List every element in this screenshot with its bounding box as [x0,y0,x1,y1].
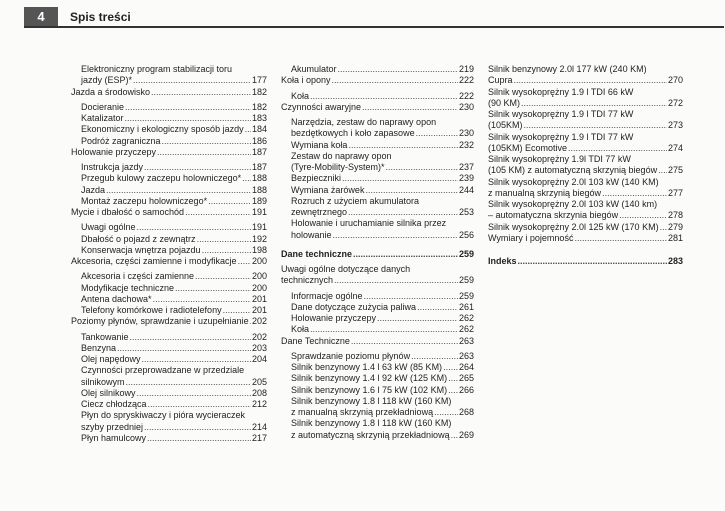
toc-entry-label: Akcesoria, części zamienne i modyfikacje [71,256,237,266]
toc-entry-label: Silnik benzynowy 1.6 l 75 kW (102 KM) [291,384,448,395]
toc-section[interactable] [281,249,474,260]
toc-subentry[interactable] [71,283,267,294]
toc-entry-label: silnikowym [81,376,125,387]
toc-page-number: 205 [251,376,267,387]
dot-leader [574,233,667,244]
dot-leader [518,256,667,267]
toc-page-number: 264 [458,362,474,372]
toc-entry-label: (90 KM) [488,97,521,108]
toc-page-number: 259 [458,290,474,301]
dot-leader [175,283,251,294]
toc-entry-text: Płyn do spryskiwaczy i pióra wycieraczek [81,410,246,421]
toc-entry-text: Silnik benzynowy 1.8 l 118 kW (160 KM) [291,418,452,429]
dot-leader [602,188,667,199]
toc-subentry[interactable] [281,162,474,173]
toc-page-number: 281 [667,232,683,243]
toc-entry-text: Czynności przeprowadzane w przedziale [81,365,245,376]
dot-leader [142,354,251,365]
toc-subentry[interactable] [71,185,267,196]
toc-subentry[interactable] [281,324,474,335]
toc-entry-label: Docieranie [81,101,125,112]
toc-entry-label: Indeks [488,256,517,266]
toc-entry-label: Poziomy płynów, sprawdzanie i uzupełnianie [71,316,249,327]
toc-entry-label: Płyn hamulcowy [81,432,147,443]
toc-page-number: 217 [251,432,267,443]
toc-subentry[interactable] [281,362,474,373]
toc-page-number: 187 [251,162,267,172]
toc-entry-label: Przegub kulowy zaczepu holowniczego* [81,173,242,184]
toc-subentry[interactable] [281,185,474,196]
toc-entry-label: Konserwacja wnętrza pojazdu [81,244,201,255]
toc-entry-text: Silnik wysokoprężny 1.9 l TDI 66 kW [488,86,634,97]
toc-section[interactable] [488,210,683,221]
dot-leader [658,165,667,176]
page-header [0,0,725,28]
toc-entry-label: Informacje ogólne [291,290,363,301]
toc-page-number: 279 [667,221,683,232]
dot-leader [386,162,458,173]
toc-subentry[interactable] [71,388,267,399]
toc-subentry[interactable] [281,230,474,241]
toc-entry-text: Uwagi ogólne dotyczące danych [281,264,411,274]
dot-leader [147,433,251,444]
toc-subentry[interactable] [71,196,267,207]
toc-column-3 [488,64,683,267]
dot-leader [619,210,667,221]
toc-page-number: 204 [251,354,267,364]
toc-entry-label: Benzyna [81,342,117,353]
toc-subentry[interactable] [281,407,474,418]
toc-page-number: 275 [667,165,683,176]
dot-leader [245,124,251,135]
toc-entry-label: Holowanie przyczepy [291,313,377,323]
dot-leader [310,324,458,335]
toc-entry-label: Wymiary i pojemność [488,232,574,243]
toc-entry-label: holowanie [291,229,332,240]
toc-page-number: 191 [251,222,267,233]
toc-subentry[interactable] [71,433,267,444]
toc-page-number: 214 [251,421,267,432]
toc-section[interactable] [281,75,474,86]
toc-page-number: 266 [458,384,474,395]
toc-page-number: 230 [458,128,474,139]
dot-leader [524,120,667,131]
toc-subentry[interactable] [281,373,474,384]
dot-leader [125,113,251,124]
toc-column-2 [281,64,474,441]
toc-entry-label: z manualną skrzynią biegów [488,187,602,198]
toc-page-number: 188 [251,173,267,184]
toc-entry-label: (Tyre-Mobility-System)* [291,162,385,172]
toc-page-number: 268 [458,407,474,417]
toc-page-number: 263 [458,335,474,346]
dot-leader [443,362,458,373]
toc-entry-label: Wymiana koła [291,139,348,150]
dot-leader [185,207,251,218]
toc-entry-label: (105KM) Ecomotive [488,142,568,153]
dot-leader [125,102,251,113]
dot-leader [223,305,251,316]
dot-leader [208,196,251,207]
toc-entry-label: – automatyczna skrzynia biegów [488,210,619,221]
toc-page-number: 272 [667,97,683,108]
toc-section[interactable] [488,120,683,131]
toc-entry-text: Silnik benzynowy 2.0l 177 kW (240 KM) [488,64,647,74]
dot-leader [157,147,251,158]
dot-leader [137,388,251,399]
toc-entry-label: Koła [291,324,310,335]
toc-subentry[interactable] [281,128,474,139]
toc-page-number: 187 [251,146,267,157]
toc-page-number: 262 [458,324,474,335]
toc-section[interactable] [488,75,683,86]
toc-page-number: 203 [251,342,267,353]
toc-entry-label: Dane dotyczące zużycia paliwa [291,301,417,312]
dot-leader [434,407,458,418]
toc-page-number: 273 [667,120,683,131]
toc-entry-label: jazdy (ESP)* [81,75,133,86]
dot-leader [332,75,458,86]
toc-entry-label: bezdętkowych i koło zapasowe [291,128,415,139]
toc-entry-label: Silnik benzynowy 1.4 l 63 kW (85 KM) [291,362,443,372]
dot-leader [151,87,251,98]
toc-section[interactable] [71,256,267,267]
toc-section[interactable] [488,98,683,109]
toc-entry-label: Koła i opony [281,75,331,86]
toc-entry-label: Akumulator [291,64,337,74]
toc-page-number: 259 [458,275,474,286]
toc-entry-label: Dane Techniczne [281,335,350,346]
toc-entry-label: (105 KM) z automatyczną skrzynią biegów [488,165,658,176]
toc-page-number: 200 [251,282,267,293]
toc-page-number: 270 [667,75,683,86]
dot-leader [250,316,251,327]
dot-leader [660,222,667,233]
toc-entry-label: Czynności awaryjne [281,101,362,112]
toc-entry-label: Podróż zagraniczna [81,135,161,146]
toc-entry-text: Elektroniczny program stabilizacji toru [81,64,233,74]
toc-page-number: 189 [251,195,267,206]
toc-entry-label: Silnik wysokoprężny 2.0l 125 kW (170 KM) [488,221,659,232]
toc-entry-label: Cupra [488,75,513,86]
dot-leader [197,234,251,245]
toc-page-number: 208 [251,387,267,398]
toc-subentry[interactable] [71,102,267,113]
dot-leader [202,245,251,256]
toc-section[interactable] [71,207,267,218]
toc-entry-label: Ciecz chłodząca [81,399,147,409]
toc-page-number: 259 [458,248,474,259]
toc-subentry[interactable] [71,377,267,388]
dot-leader [417,302,458,313]
toc-entry-label: Wymiana żarówek [291,184,365,195]
toc-entry-label: Bezpieczniki [291,173,342,184]
toc-entry-text: Silnik benzynowy 1.8 l 118 kW (160 KM) [291,395,452,406]
toc-page-number: 222 [458,90,474,101]
toc-page-number: 278 [667,210,683,221]
toc-page-number: 230 [458,101,474,112]
dot-leader [353,249,458,260]
toc-entry-label: z manualną skrzynią przekładniową [291,407,434,417]
toc-entry-text: Rozruch z użyciem akumulatora [291,195,420,206]
toc-entry-label: Jazda [81,184,106,195]
toc-page-number: 183 [251,113,267,123]
dot-leader [133,75,251,86]
toc-section[interactable] [71,147,267,158]
dot-leader [448,373,458,384]
toc-entry-label: Jazda a środowisko [71,86,151,97]
toc-subentry[interactable] [281,385,474,396]
toc-entry-label: szyby przedniej [81,421,144,432]
dot-leader [106,185,251,196]
toc-page-number: 232 [458,139,474,150]
toc-page-number: 184 [251,124,267,135]
header-rule [24,26,724,28]
toc-subentry[interactable] [71,173,267,184]
toc-section[interactable] [488,233,683,244]
toc-entry-label: Dbałość o pojazd z zewnątrz [81,233,196,244]
toc-entry-text: Silnik wysokoprężny 2.0l 103 kW (140 km) [488,199,658,209]
toc-subentry[interactable] [281,291,474,302]
toc-entry-text: Silnik wysokoprężny 1.9 l TDI 77 kW [488,109,634,119]
toc-subentry[interactable] [281,64,474,75]
toc-page-number: 201 [251,305,267,315]
toc-section[interactable] [281,336,474,347]
toc-page-number: 201 [251,293,267,304]
toc-page-number: 261 [458,301,474,312]
toc-page-number: 277 [667,187,683,198]
toc-section[interactable] [71,87,267,98]
dot-leader [144,162,251,173]
dot-leader [568,143,667,154]
toc-entry-label: zewnętrznego [291,207,348,217]
dot-leader [148,399,251,410]
toc-entry-label: Uwagi ogólne [81,222,136,233]
dot-leader [521,98,667,109]
dot-leader [153,294,251,305]
dot-leader [195,271,251,282]
toc-entry-text: Zestaw do naprawy opon [291,150,392,161]
toc-entry-label: Ekonomiczny i ekologiczny sposób jazdy [81,124,244,135]
toc-entry-label: Katalizator [81,113,124,123]
toc-entry-label: Akcesoria i części zamienne [81,271,195,282]
toc-page-number: 263 [458,350,474,361]
toc-page-number: 219 [458,64,474,74]
toc-page-number: 253 [458,207,474,217]
dot-leader [126,377,251,388]
dot-leader [514,75,667,86]
toc-entry-label: technicznych [281,275,334,286]
toc-entry-label: z automatyczną skrzynią przekładniową [291,429,450,440]
toc-entry-text: Holowanie i uruchamianie silnika przez [291,218,447,229]
toc-page-number: 192 [251,233,267,244]
toc-entry-label: Olej napędowy [81,354,141,364]
toc-subentry[interactable] [281,430,474,441]
toc-entry-label: Montaż zaczepu holowniczego* [81,195,208,206]
toc-section[interactable] [488,165,683,176]
toc-page-number: 182 [251,101,267,112]
toc-entry-text: Silnik wysokoprężny 1.9 l TDI 77 kW [488,131,634,142]
toc-subentry[interactable] [71,222,267,233]
toc-page-number: 200 [251,256,267,266]
toc-page-number: 283 [667,256,683,266]
dot-leader [342,173,458,184]
toc-section[interactable] [488,143,683,154]
dot-leader [362,102,458,113]
toc-subentry[interactable] [71,343,267,354]
dot-leader [365,185,458,196]
toc-page-number: 237 [458,162,474,172]
toc-entry-label: Dane techniczne [281,248,353,259]
toc-page-number: 274 [667,142,683,153]
toc-subentry[interactable] [281,313,474,324]
toc-entry-label: Telefony komórkowe i radiotelefony [81,305,222,315]
toc-page-number: 198 [251,244,267,255]
dot-leader [117,343,251,354]
toc-section[interactable] [488,188,683,199]
toc-subentry[interactable] [71,271,267,282]
dot-leader [130,332,251,343]
toc-entry-label: Olej silnikowy [81,387,136,398]
dot-leader [338,64,458,75]
toc-section[interactable] [71,316,267,327]
page-number: 4 [24,7,58,27]
dot-leader [451,430,458,441]
toc-column-1 [71,64,267,444]
toc-page-number: 212 [251,399,267,409]
dot-leader [411,351,458,362]
toc-subentry[interactable] [71,75,267,86]
toc-page-number: 244 [458,184,474,195]
dot-leader [238,256,251,267]
dot-leader [377,313,458,324]
toc-section[interactable] [488,222,683,233]
toc-page-number: 200 [251,271,267,282]
dot-leader [137,222,251,233]
toc-subentry[interactable] [71,422,267,433]
toc-entry-text: Silnik wysokoprężny 2.0l 103 kW (140 KM) [488,176,659,187]
toc-subentry[interactable] [71,305,267,316]
toc-page-number: 256 [458,229,474,240]
toc-subentry[interactable] [71,162,267,173]
toc-subentry[interactable] [71,136,267,147]
toc-page-number: 265 [458,373,474,384]
toc-subentry[interactable] [71,332,267,343]
toc-subentry[interactable] [281,140,474,151]
dot-leader [348,140,458,151]
toc-page-number: 239 [458,173,474,184]
toc-entry-label: Instrukcja jazdy [81,162,144,172]
toc-page-number: 202 [251,331,267,342]
toc-entry-label: Mycie i dbałość o samochód [71,207,185,217]
toc-entry-label: Sprawdzanie poziomu płynów [291,350,411,361]
toc-page-number: 202 [251,316,267,327]
dot-leader [348,207,458,218]
dot-leader [310,91,458,102]
toc-subentry[interactable] [281,302,474,313]
toc-subentry[interactable] [71,294,267,305]
toc-section[interactable] [281,275,474,286]
toc-subentry[interactable] [71,245,267,256]
dot-leader [333,230,458,241]
toc-entry-label: Antena dachowa* [81,293,152,304]
toc-entry-label: Modyfikacje techniczne [81,282,175,293]
toc-section[interactable] [488,256,683,267]
dot-leader [416,128,458,139]
toc-page-number: 182 [251,86,267,97]
toc-subentry[interactable] [281,91,474,102]
dot-leader [334,275,458,286]
toc-page-number: 269 [458,429,474,440]
toc-subentry[interactable] [281,173,474,184]
toc-entry-text: Silnik wysokoprężny 1.9l TDI 77 kW [488,154,631,164]
toc-entry-label: Tankowanie [81,331,129,342]
toc-subentry[interactable] [281,351,474,362]
toc-subentry[interactable] [71,234,267,245]
toc-subentry[interactable] [71,399,267,410]
dot-leader [162,136,251,147]
toc-page-number: 262 [458,313,474,323]
dot-leader [364,291,458,302]
toc-entry-label: Koła [291,90,310,101]
toc-page-number: 191 [251,207,267,217]
toc-page-number: 186 [251,135,267,146]
toc-section[interactable] [281,102,474,113]
toc-page-number: 177 [251,75,267,86]
toc-subentry[interactable] [71,354,267,365]
toc-subentry[interactable] [71,113,267,124]
toc-page-number: 222 [458,75,474,86]
toc-entry-label: Silnik benzynowy 1.4 l 92 kW (125 KM) [291,373,448,384]
dot-leader [351,336,458,347]
dot-leader [448,385,458,396]
toc-entry-label: (105KM) [488,120,523,131]
toc-page-number: 188 [251,184,267,195]
toc-subentry[interactable] [71,124,267,135]
dot-leader [144,422,251,433]
toc-entry-text: Narzędzia, zestaw do naprawy opon [291,117,437,127]
toc-entry-label: Holowanie przyczepy [71,146,157,157]
toc-subentry[interactable] [281,207,474,218]
dot-leader [242,173,251,184]
page-title: Spis treści [70,10,131,24]
